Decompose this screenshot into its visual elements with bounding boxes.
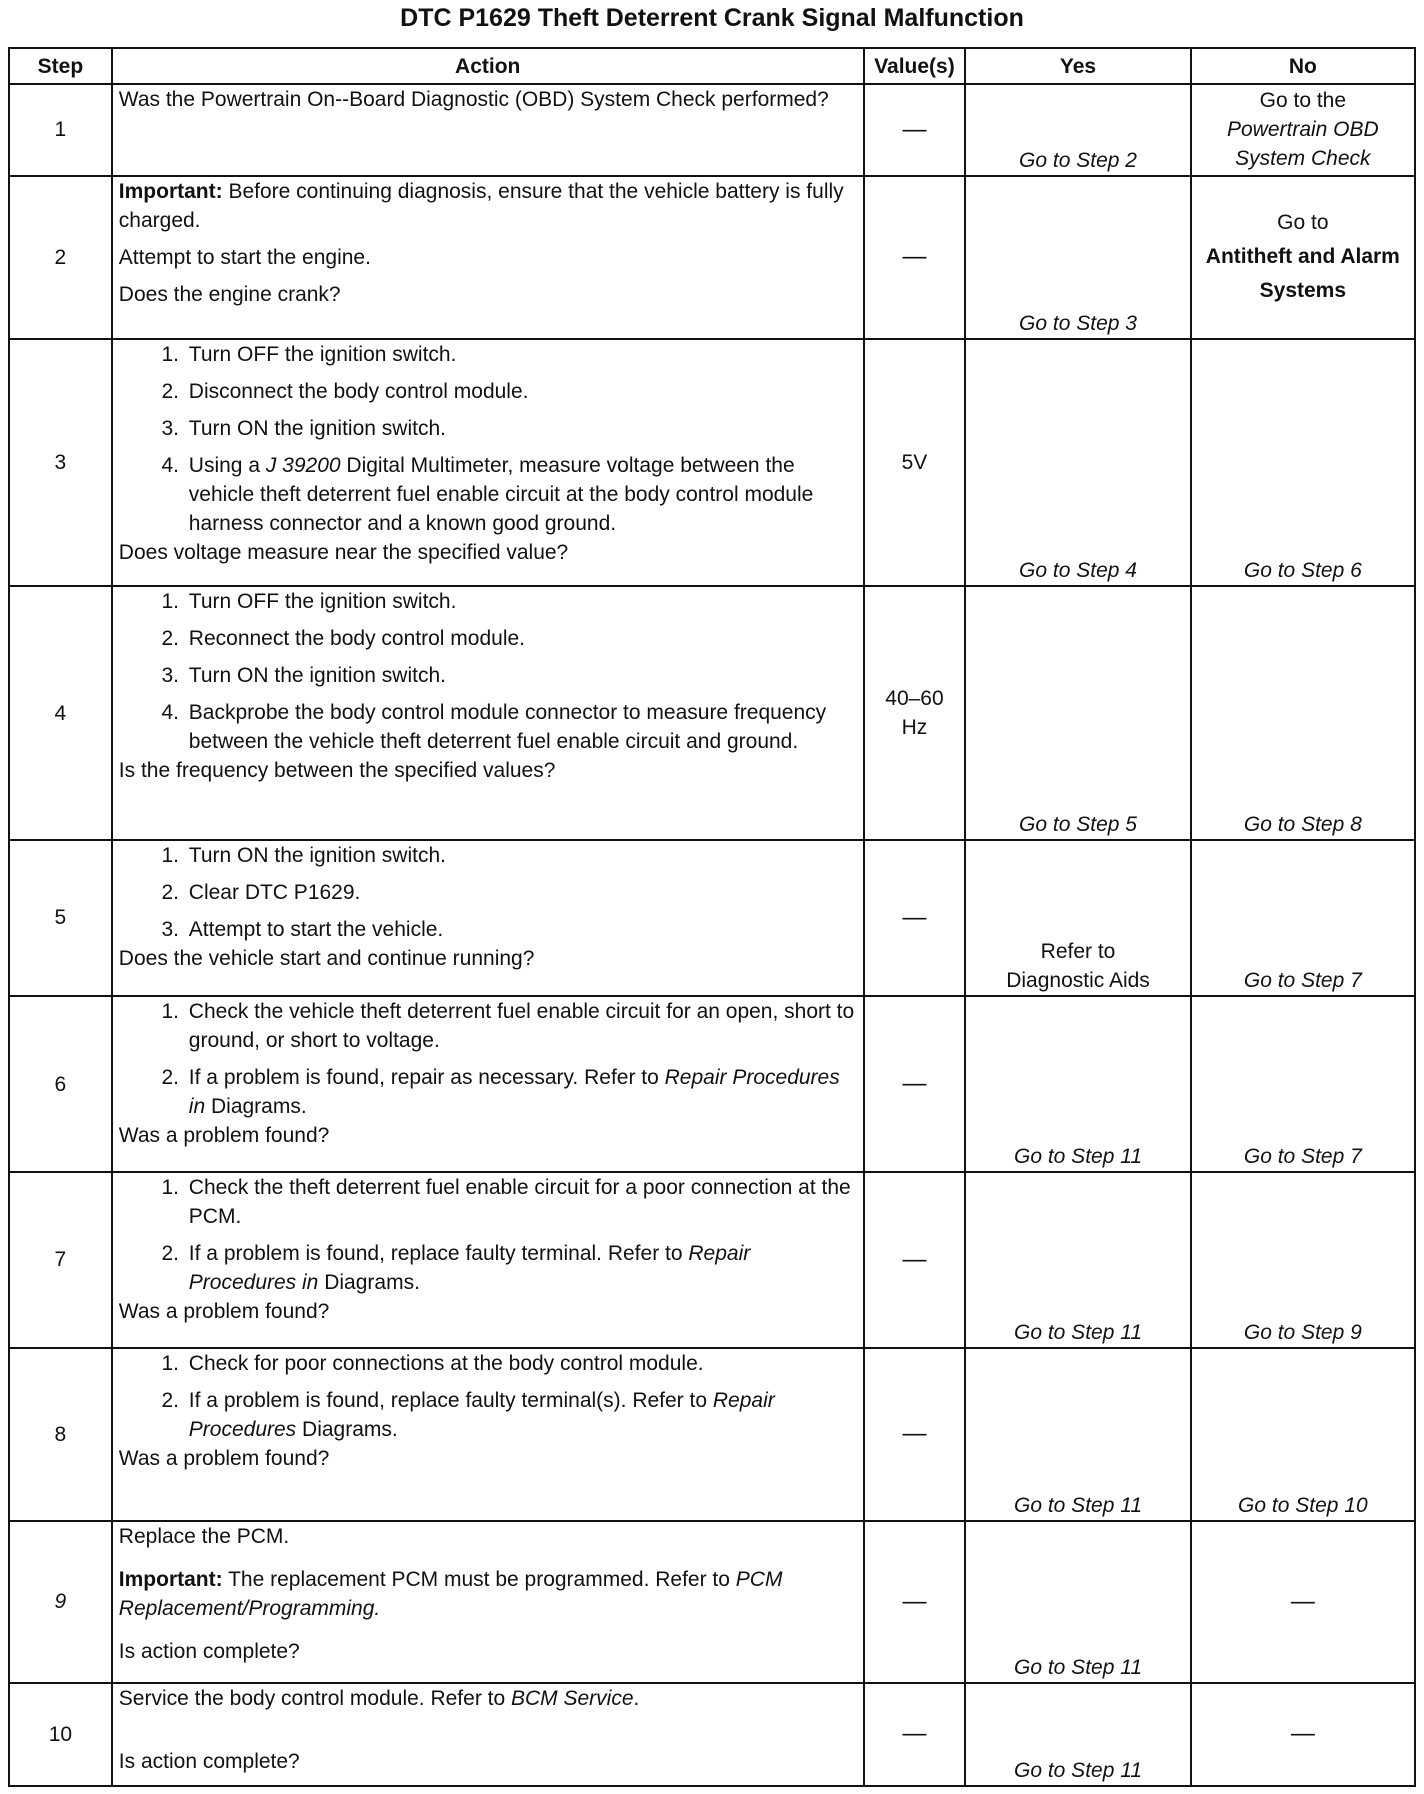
action-cell (112, 1683, 864, 1786)
header-action: Action (112, 48, 864, 84)
header-value: Value(s) (864, 48, 966, 84)
header-step: Step (9, 48, 112, 84)
action-item: 1. Check the theft deterrent fuel enable circuit for a poor connection at the PCM. (185, 1173, 857, 1231)
yes-line-1: Refer to (1040, 939, 1116, 963)
action-cell (112, 84, 864, 176)
procedure-reference: BCM Service (511, 1686, 634, 1710)
action-item (185, 1063, 857, 1121)
yes-cell (965, 840, 1190, 996)
no-line-1: Go to (1277, 211, 1329, 235)
value-dash: — (902, 1720, 927, 1748)
action-list (119, 841, 857, 944)
no-cell: Go to Step 6 (1191, 339, 1415, 587)
important-text: Before continuing diagnosis, ensure that the vehicle battery is fully charged. (118, 179, 844, 232)
important-note (119, 1565, 857, 1623)
value-cell: 40–60 Hz (864, 586, 966, 840)
value-cell (864, 1172, 966, 1347)
action-list (119, 1349, 857, 1444)
action-item: 1. Turn ON the ignition switch. (185, 841, 857, 870)
value-cell (864, 1683, 966, 1786)
action-item: 2. Reconnect the body control module. (185, 624, 857, 653)
action-cell (112, 339, 864, 587)
no-cell (1191, 1683, 1415, 1786)
value-dash: — (902, 1245, 927, 1273)
no-line-2: Antitheft and Alarm Systems (1205, 245, 1400, 303)
value-dash: — (902, 1070, 927, 1098)
step-number: 6 (9, 996, 112, 1172)
action-item: 3. Turn ON the ignition switch. (185, 661, 857, 690)
table-row-step-3 (9, 339, 1415, 587)
step-number: 10 (9, 1683, 112, 1786)
table-row-step-1 (9, 84, 1415, 176)
value-dash: — (902, 903, 927, 931)
action-question: Is the frequency between the specified values? (118, 759, 556, 783)
action-list (119, 1173, 857, 1297)
table-row-step-2 (9, 176, 1415, 339)
action-item (185, 1239, 857, 1297)
table-row-step-7 (9, 1172, 1415, 1347)
action-item: 1. Check the vehicle theft deterrent fuel enable circuit for an open, short to ground, or short to voltage. (185, 997, 857, 1055)
item-text: Service the body control module. Refer to (118, 1686, 511, 1710)
step-number: 9 (9, 1521, 112, 1683)
action-item: 1. Turn OFF the ignition switch. (185, 587, 857, 616)
item-text: Digital Multimeter, measure voltage between the vehicle theft deterrent fuel enable circuit at the body control module harness connector and a known good ground. (188, 453, 814, 535)
step-number: 1 (9, 84, 112, 176)
important-text: The replacement PCM must be programmed. Refer to (222, 1567, 736, 1591)
yes-line-2: Diagnostic Aids (1006, 968, 1150, 992)
action-list (119, 997, 857, 1121)
action-cell (112, 840, 864, 996)
action-cell (112, 1172, 864, 1347)
tool-reference: J 39200 (265, 453, 341, 477)
yes-cell: Go to Step 5 (965, 586, 1190, 840)
item-text: . (633, 1686, 640, 1710)
action-cell (112, 586, 864, 840)
value-dash: — (902, 243, 927, 271)
yes-cell: Go to Step 11 (965, 996, 1190, 1172)
no-line-1: Go to the (1259, 89, 1347, 113)
yes-cell: Go to Step 11 (965, 1172, 1190, 1347)
page-title: DTC P1629 Theft Deterrent Crank Signal Malfunction (400, 4, 1024, 32)
table-row-step-10 (9, 1683, 1415, 1786)
action-cell (112, 176, 864, 339)
value-dash: — (902, 1420, 927, 1448)
yes-cell: Go to Step 11 (965, 1683, 1190, 1786)
procedure-reference: Repair Procedures in (188, 1065, 840, 1118)
action-question: Was a problem found? (118, 1446, 330, 1470)
action-cell (112, 996, 864, 1172)
item-text: If a problem is found, replace faulty terminal. Refer to (188, 1242, 689, 1266)
action-question: Does voltage measure near the specified value? (118, 540, 569, 564)
no-cell: Go to Step 9 (1191, 1172, 1415, 1347)
yes-cell: Go to Step 11 (965, 1348, 1190, 1521)
no-dash: — (1290, 1720, 1315, 1748)
important-label: Important: (118, 179, 223, 203)
no-dash: — (1290, 1587, 1315, 1615)
value-cell (864, 84, 966, 176)
step-number: 2 (9, 176, 112, 339)
procedure-reference: Repair Procedures in (188, 1242, 751, 1295)
action-item: 3. Turn ON the ignition switch. (185, 414, 857, 443)
diagnostic-table (8, 47, 1416, 1787)
action-question: Is action complete? (118, 1639, 300, 1663)
action-cell (112, 1348, 864, 1521)
action-item (185, 451, 857, 538)
no-cell (1191, 84, 1415, 176)
action-question: Was a problem found? (118, 1123, 330, 1147)
action-item: 2. Disconnect the body control module. (185, 377, 857, 406)
action-line: Replace the PCM. (118, 1524, 290, 1548)
value-dash: — (902, 115, 927, 143)
yes-cell: Go to Step 3 (965, 176, 1190, 339)
action-question: Was a problem found? (118, 1300, 330, 1324)
step-number: 5 (9, 840, 112, 996)
table-row-step-8 (9, 1348, 1415, 1521)
value-cell (864, 1521, 966, 1683)
action-item: 1. Check for poor connections at the body control module. (185, 1349, 857, 1378)
value-cell (864, 176, 966, 339)
no-line-2: Powertrain OBD System Check (1226, 118, 1379, 171)
yes-cell: Go to Step 4 (965, 339, 1190, 587)
action-question: Does the vehicle start and continue running? (118, 947, 535, 971)
step-number: 7 (9, 1172, 112, 1347)
no-cell: Go to Step 7 (1191, 996, 1415, 1172)
action-line (119, 1684, 857, 1713)
yes-cell: Go to Step 11 (965, 1521, 1190, 1683)
no-cell: Go to Step 8 (1191, 586, 1415, 840)
item-text: If a problem is found, repair as necessary. Refer to (188, 1065, 665, 1089)
no-cell: Go to Step 7 (1191, 840, 1415, 996)
item-text: Diagrams. (296, 1417, 398, 1441)
header-no: No (1191, 48, 1415, 84)
header-yes: Yes (965, 48, 1190, 84)
value-dash: — (902, 1587, 927, 1615)
value-cell (864, 1348, 966, 1521)
step-number: 4 (9, 586, 112, 840)
yes-cell: Go to Step 2 (965, 84, 1190, 176)
action-list (119, 340, 857, 538)
action-item (185, 1386, 857, 1444)
item-text: Diagrams. (205, 1094, 307, 1118)
action-cell (112, 1521, 864, 1683)
value-cell (864, 996, 966, 1172)
important-note (119, 177, 857, 235)
table-row-step-6 (9, 996, 1415, 1172)
table-row-step-5 (9, 840, 1415, 996)
action-item: 2. Clear DTC P1629. (185, 878, 857, 907)
table-row-step-9 (9, 1521, 1415, 1683)
no-cell: Go to Step 10 (1191, 1348, 1415, 1521)
action-line: Attempt to start the engine. (118, 245, 371, 269)
step-number: 8 (9, 1348, 112, 1521)
value-cell (864, 840, 966, 996)
action-question: Does the engine crank? (118, 282, 341, 306)
no-cell (1191, 1521, 1415, 1683)
value-cell: 5V (864, 339, 966, 587)
item-text: Using a (188, 453, 266, 477)
action-item: 4. Backprobe the body control module connector to measure frequency between the vehicle theft deterrent fuel enable circuit and ground. (185, 698, 857, 756)
item-text: Diagrams. (318, 1271, 420, 1295)
no-cell (1191, 176, 1415, 339)
action-list (119, 587, 857, 756)
important-label: Important: (118, 1567, 223, 1591)
procedure-reference: Repair Procedures (188, 1388, 775, 1441)
procedure-reference: PCM Replacement/Programming. (118, 1567, 783, 1620)
item-text: If a problem is found, replace faulty terminal(s). Refer to (188, 1388, 713, 1412)
action-question: Is action complete? (118, 1749, 300, 1773)
step-number: 3 (9, 339, 112, 587)
table-row-step-4 (9, 586, 1415, 840)
action-item: 3. Attempt to start the vehicle. (185, 915, 857, 944)
action-question: Was the Powertrain On--Board Diagnostic (OBD) System Check performed? (118, 88, 829, 111)
header-row (9, 48, 1415, 84)
action-item: 1. Turn OFF the ignition switch. (185, 340, 857, 369)
